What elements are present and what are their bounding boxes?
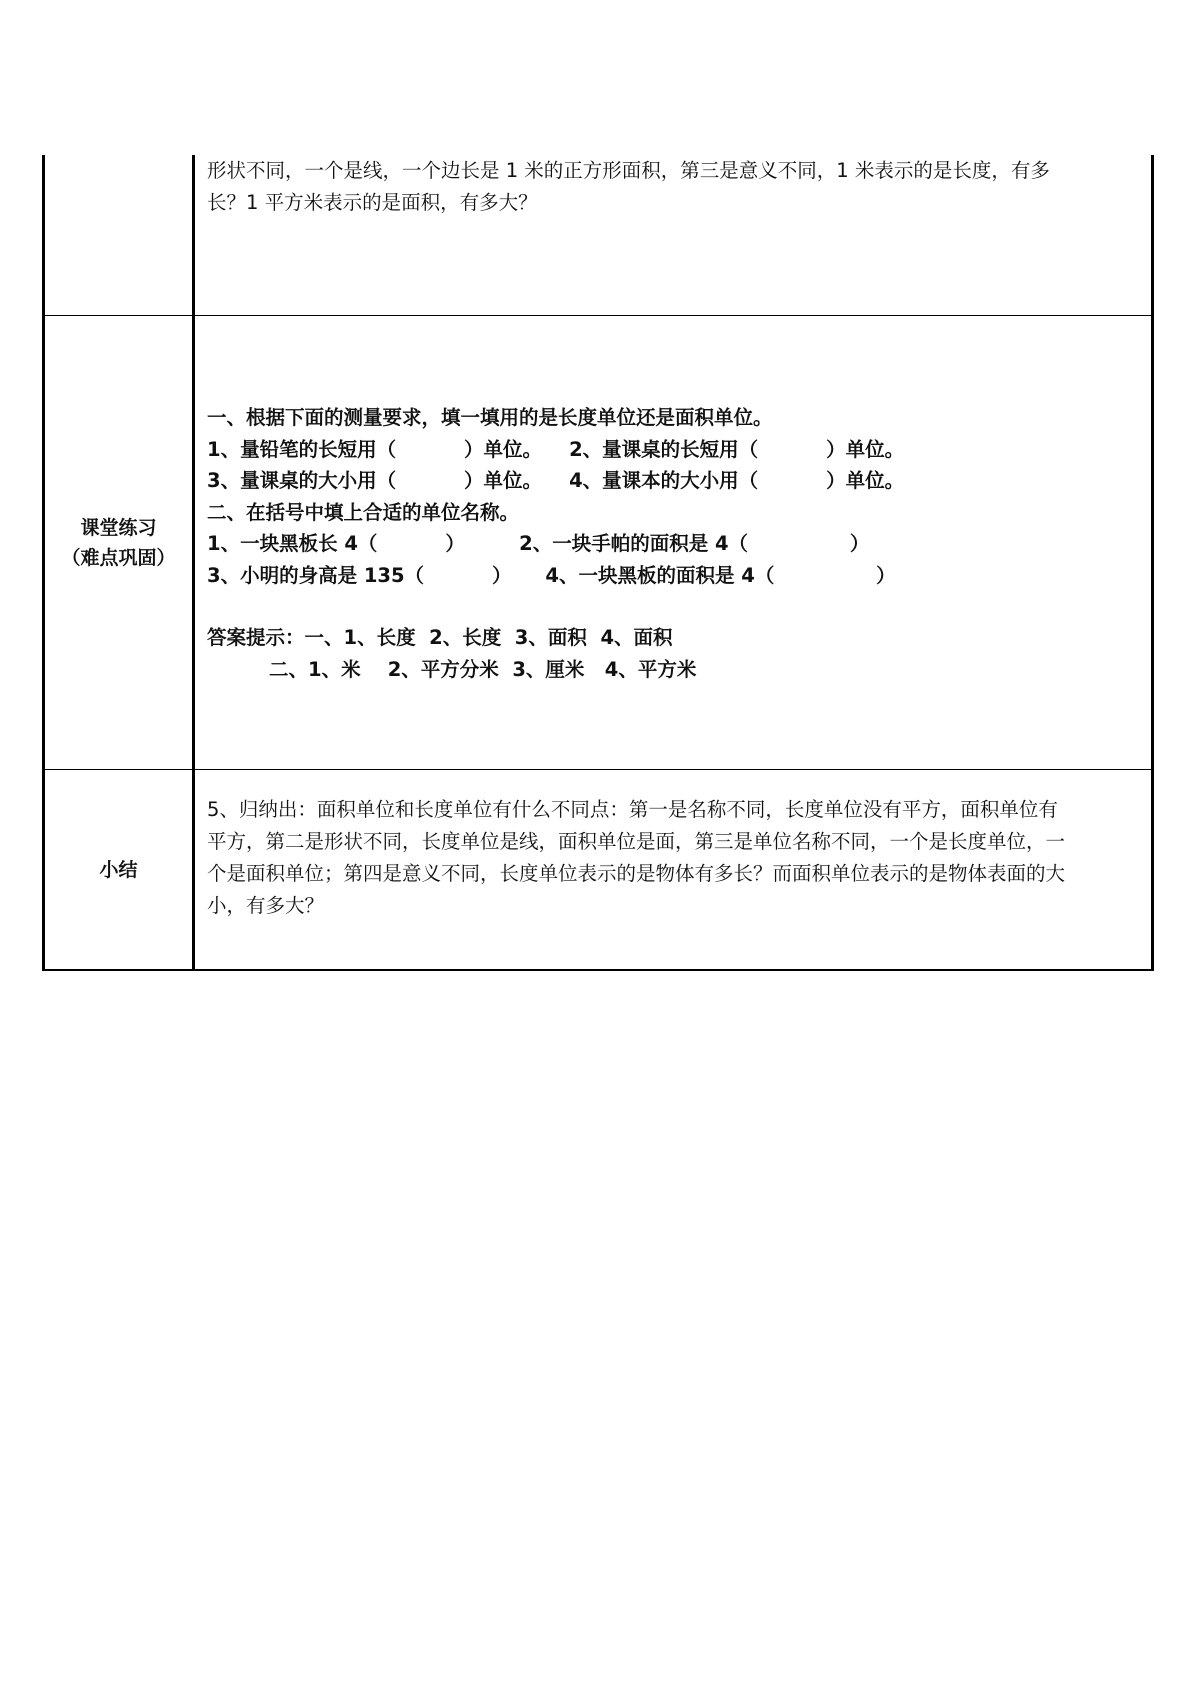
question-2-item: 3、小明的身高是 135（ ） 4、一块黑板的面积是 4（ ） [207,563,896,587]
text-line: 长？1 平方米表示的是面积，有多大？ [207,191,538,214]
lesson-table [42,155,1154,971]
label-line: 课堂练习 [80,516,157,539]
spacer [207,591,1137,622]
text-line: 小，有多大？ [207,894,325,917]
text-line: 平方，第二是形状不同，长度单位是线，面积单位是面，第三是单位名称不同，一个是长度单位，一 [207,830,1066,853]
table-row-practice [45,315,1151,769]
continuation-content [195,155,1151,315]
question-1-item: 1、量铅笔的长短用（ ）单位。 2、量课桌的长短用（ ）单位。 [207,437,905,461]
answer-hint: 二、1、米 2、平方分米 3、厘米 4、平方米 [269,657,697,681]
table-row-summary [45,769,1151,969]
text-line: 形状不同，一个是线，一个边长是 1 米的正方形面积，第三是意义不同，1 米表示的是长度，有多 [207,159,1050,182]
question-1-title: 一、根据下面的测量要求，填一填用的是长度单位还是面积单位。 [207,406,773,429]
label-line: （难点巩固） [61,546,176,569]
table-row-continuation [45,155,1151,315]
practice-content [195,316,1151,769]
question-1-item: 3、量课桌的大小用（ ）单位。 4、量课本的大小用（ ）单位。 [207,469,905,492]
row-label-summary: 小结 [45,770,195,969]
row-label-practice [45,316,195,769]
text-line: 5、归纳出：面积单位和长度单位有什么不同点：第一是名称不同，长度单位没有平方，面积单位有 [207,798,1058,821]
row-label-empty [45,155,195,315]
question-2-item: 1、一块黑板长 4（ ） 2、一块手帕的面积是 4（ ） [207,532,870,555]
question-2-title: 二、在括号中填上合适的单位名称。 [207,500,520,524]
answer-hint: 答案提示：一、1、长度 2、长度 3、面积 4、面积 [207,626,673,649]
text-line: 个是面积单位；第四是意义不同，长度单位表示的是物体有多长？而面积单位表示的是物体表面的大 [207,862,1066,885]
summary-content [195,770,1151,969]
